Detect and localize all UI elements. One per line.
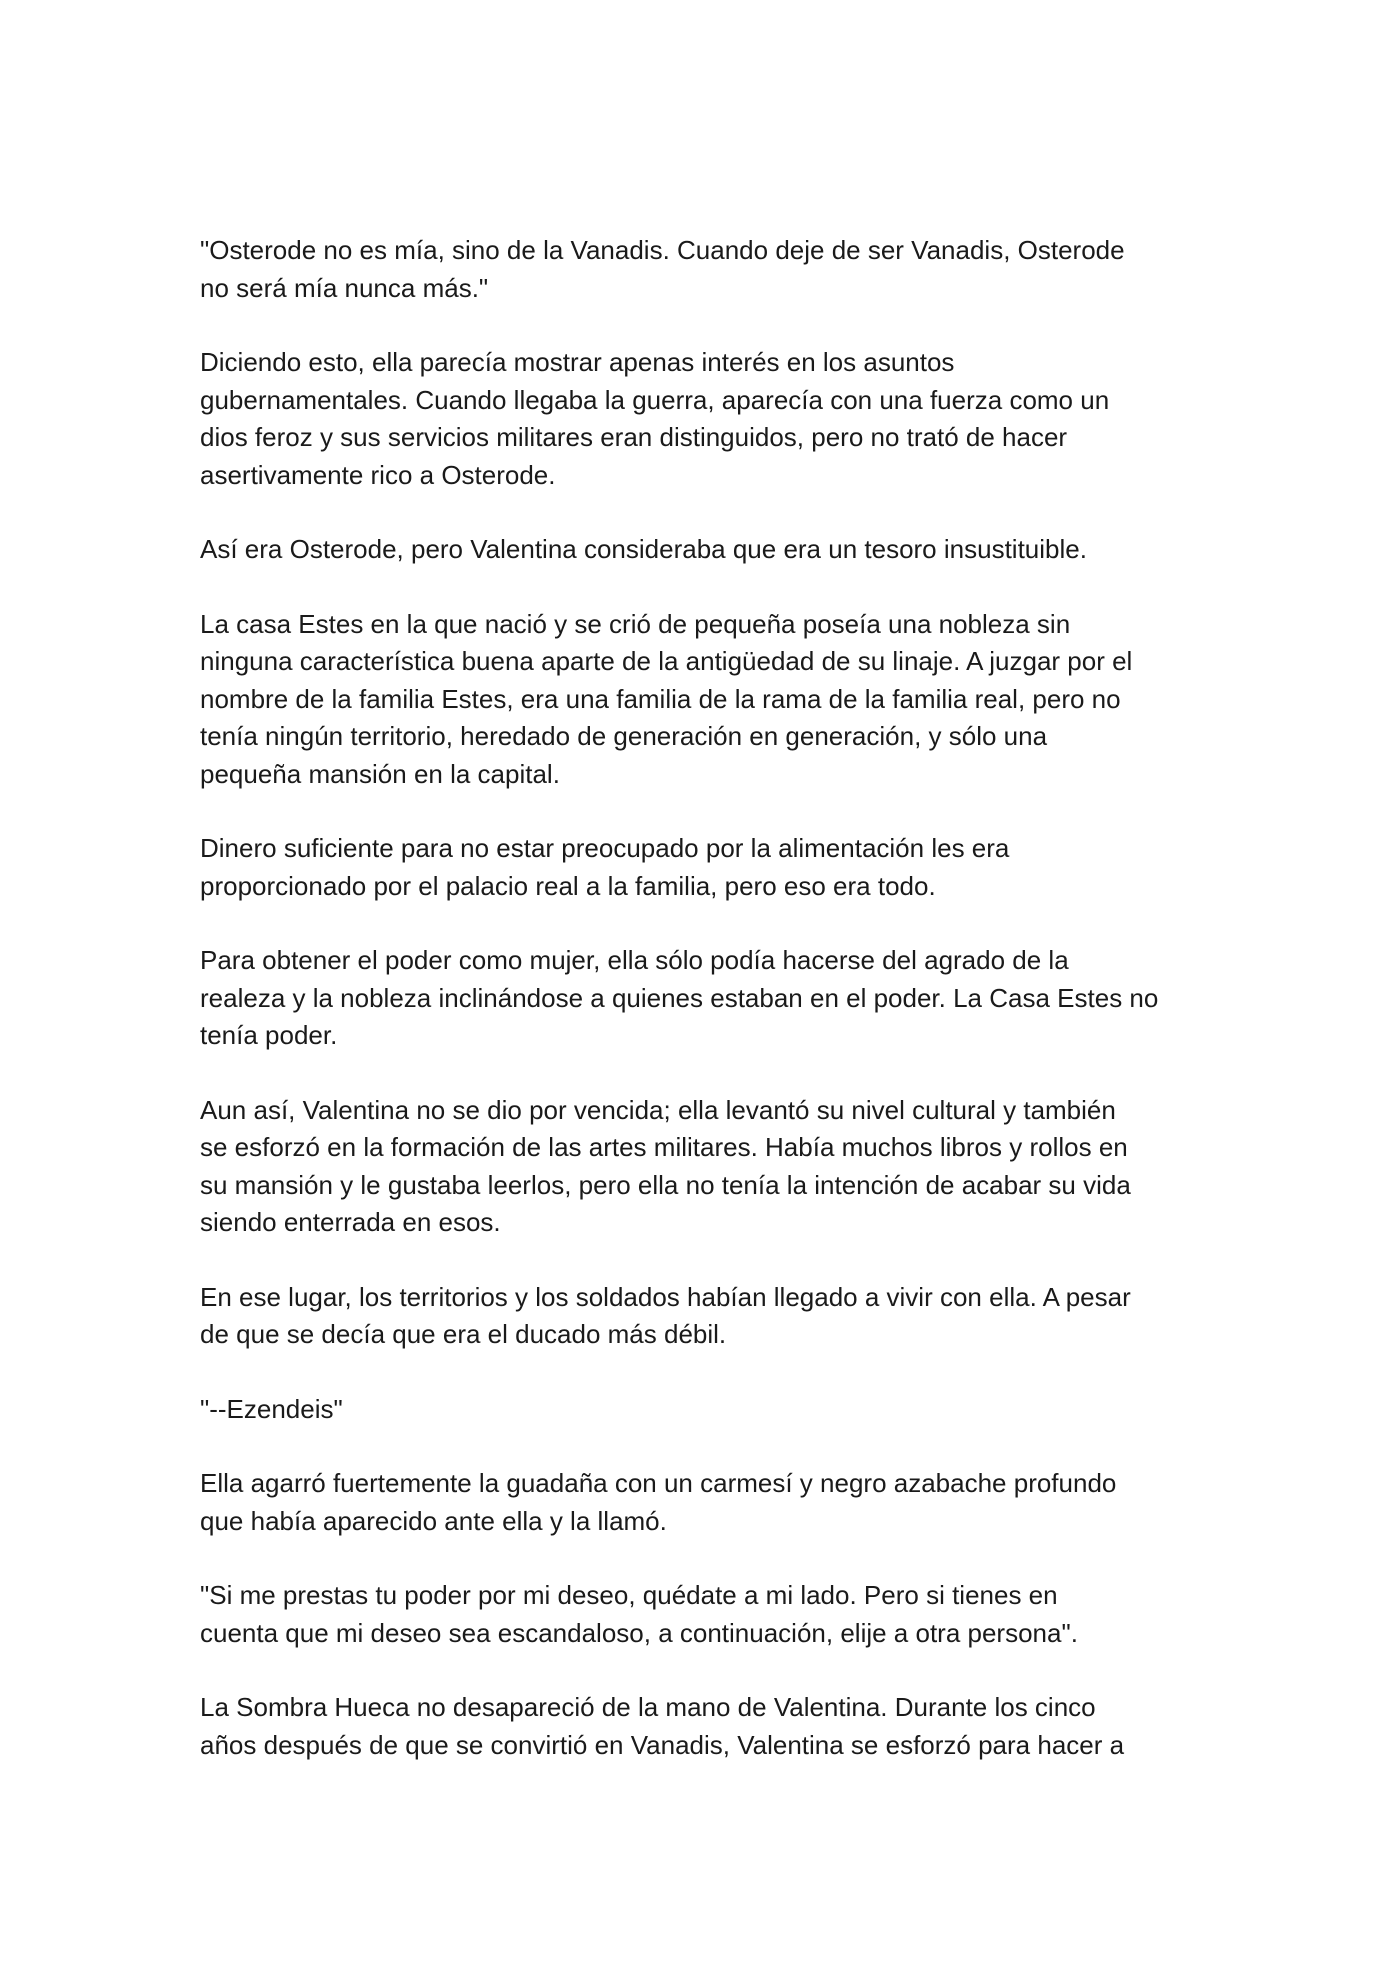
text-line: Dinero suficiente para no estar preocupado por la alimentación les era [200, 833, 1010, 863]
text-line: que había aparecido ante ella y la llamó. [200, 1505, 667, 1536]
text-line: "Si me prestas tu poder por mi deseo, quédate a mi lado. Pero si tienes en [200, 1580, 1058, 1610]
text-line: proporcionado por el palacio real a la familia, pero eso era todo. [200, 870, 936, 901]
text-line: Así era Osterode, pero Valentina consideraba que era un tesoro insustituible. [200, 534, 1087, 564]
text-line: pequeña mansión en la capital. [200, 758, 560, 789]
text-line: Diciendo esto, ella parecía mostrar apenas interés en los asuntos [200, 347, 955, 377]
paragraph [200, 1689, 1210, 1764]
text-line: de que se decía que era el ducado más débil. [200, 1319, 727, 1349]
text-line: ninguna característica buena aparte de la antigüedad de su linaje. A juzgar por el [200, 646, 1133, 676]
paragraph [200, 1577, 1210, 1652]
text-line: su mansión y le gustaba leerlos, pero ella no tenía la intención de acabar su vida [200, 1169, 1131, 1200]
text-line: Ella agarró fuertemente la guadaña con un carmesí y negro azabache profundo [200, 1468, 1117, 1498]
text-line: En ese lugar, los territorios y los soldados habían llegado a vivir con ella. A pesar [200, 1281, 1131, 1312]
text-line: cuenta que mi deseo sea escandaloso, a continuación, elije a otra persona". [200, 1617, 1078, 1648]
text-line: La Sombra Hueca no desapareció de la mano de Valentina. Durante los cinco [200, 1692, 1096, 1722]
document-body [200, 232, 1210, 1801]
paragraph [200, 344, 1210, 494]
text-line: realeza y la nobleza inclinándose a quienes estaban en el poder. La Casa Estes no [200, 982, 1159, 1013]
paragraph [200, 531, 1210, 569]
text-line: La casa Estes en la que nació y se crió de pequeña poseía una nobleza sin [200, 608, 1071, 639]
paragraph [200, 1279, 1210, 1354]
text-line: Aun así, Valentina no se dio por vencida; ella levantó su nivel cultural y también [200, 1094, 1116, 1125]
text-line: "--Ezendeis" [200, 1393, 343, 1424]
paragraph [200, 606, 1210, 794]
text-line: siendo enterrada en esos. [200, 1207, 501, 1237]
text-line: Para obtener el poder como mujer, ella sólo podía hacerse del agrado de la [200, 945, 1069, 975]
paragraph [200, 1391, 1210, 1429]
text-line: nombre de la familia Estes, era una familia de la rama de la familia real, pero no [200, 683, 1121, 714]
paragraph [200, 1092, 1210, 1242]
text-line: gubernamentales. Cuando llegaba la guerra, aparecía con una fuerza como un [200, 384, 1110, 415]
text-line: años después de que se convirtió en Vanadis, Valentina se esforzó para hacer a [200, 1729, 1125, 1760]
text-line: "Osterode no es mía, sino de la Vanadis. Cuando deje de ser Vanadis, Osterode [200, 235, 1125, 265]
text-line: tenía poder. [200, 1020, 338, 1050]
paragraph [200, 1465, 1210, 1540]
text-line: tenía ningún territorio, heredado de generación en generación, y sólo una [200, 721, 1048, 751]
text-line: se esforzó en la formación de las artes militares. Había muchos libros y rollos en [200, 1132, 1128, 1162]
text-line: no será mía nunca más." [200, 272, 489, 303]
paragraph [200, 942, 1210, 1055]
text-line: asertivamente rico a Osterode. [200, 459, 556, 490]
paragraph [200, 232, 1210, 307]
text-line: dios feroz y sus servicios militares eran distinguidos, pero no trató de hacer [200, 422, 1068, 452]
paragraph [200, 830, 1210, 905]
